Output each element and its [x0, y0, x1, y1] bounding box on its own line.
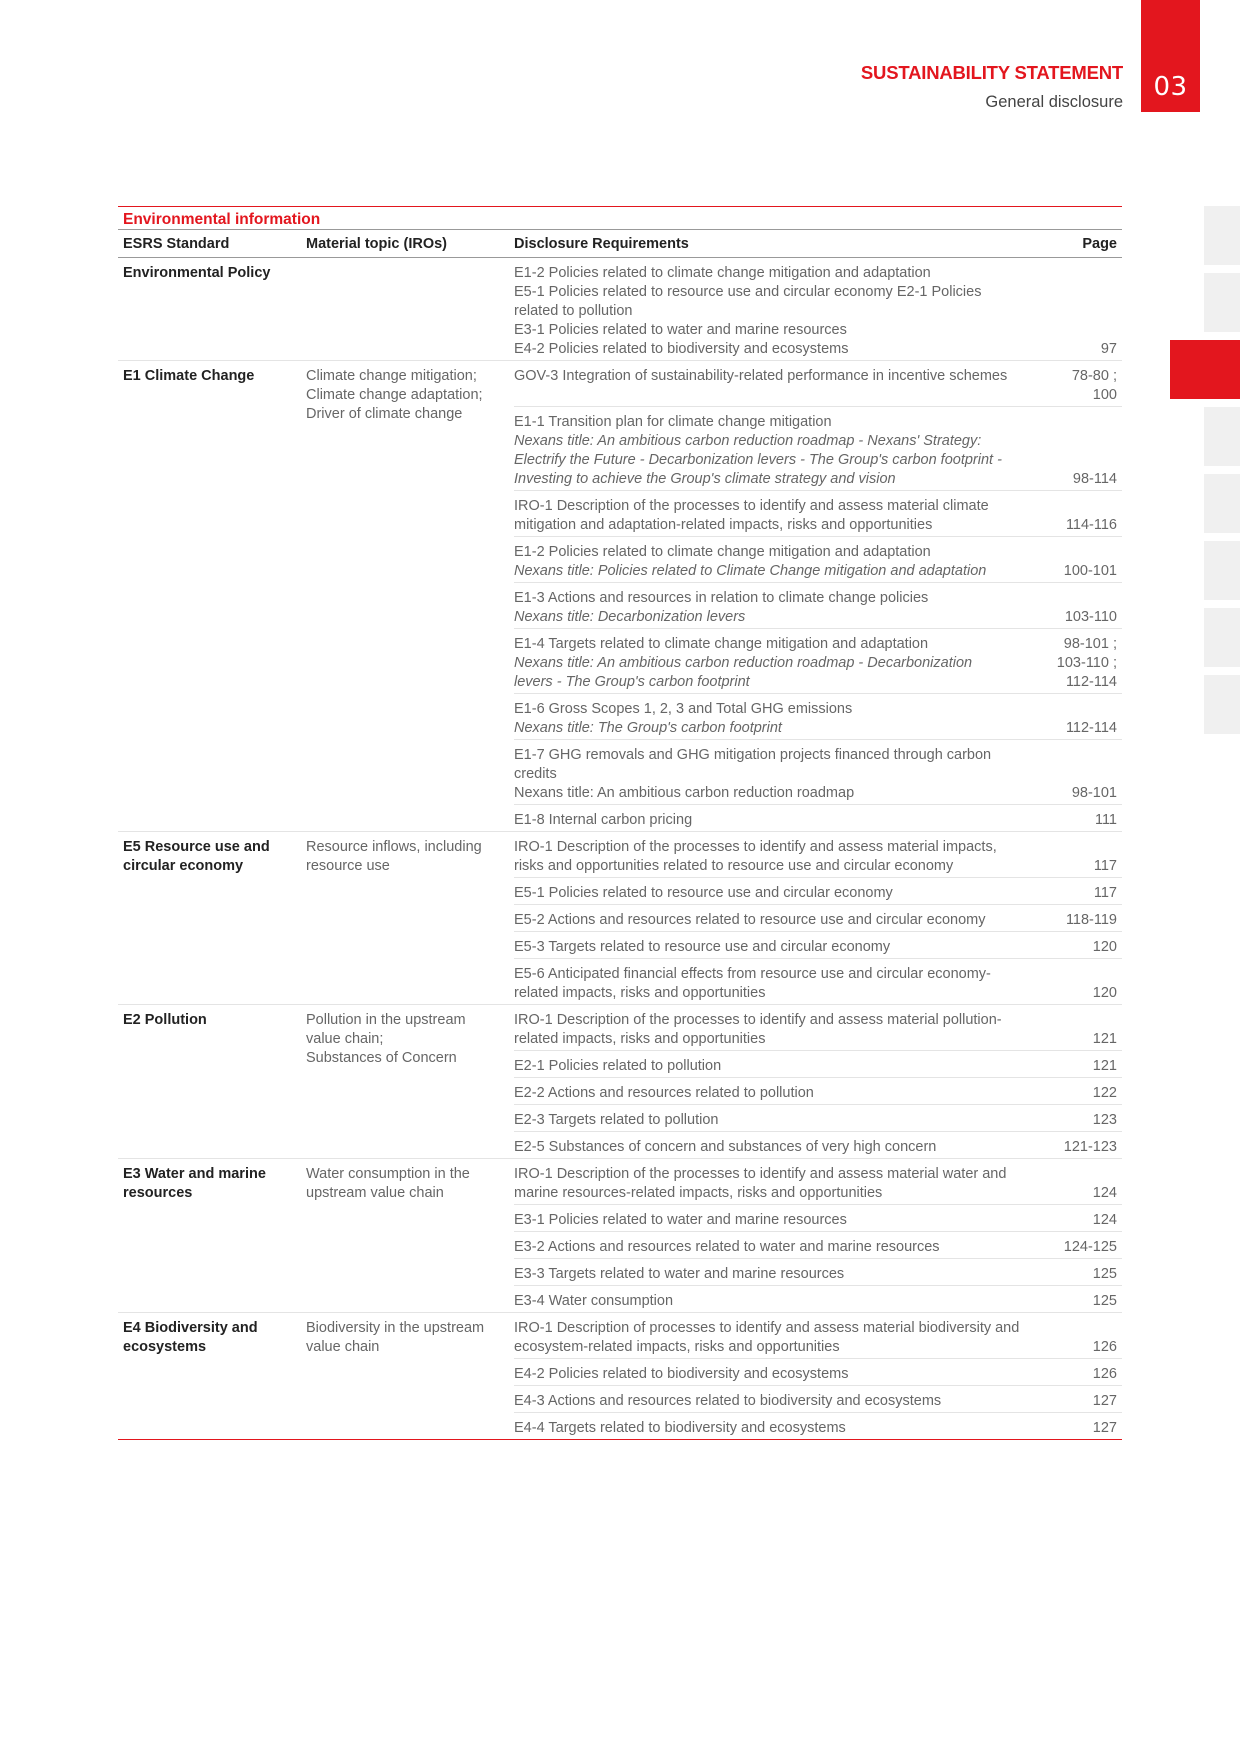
- page-reference-cell: [1054, 1165, 1122, 1203]
- page-reference: 127: [1092, 1420, 1117, 1436]
- disclosure-requirements-list: [514, 832, 1122, 1004]
- disclosure-requirement-text: [514, 413, 1054, 489]
- chapter-nav-tab-active[interactable]: [1170, 340, 1240, 399]
- page-reference-cell: [1054, 1084, 1122, 1103]
- requirement-line: E5-3 Targets related to resource use and circular economy: [514, 939, 891, 955]
- requirement-line: related impacts, risks and opportunities: [514, 985, 766, 1001]
- table-group: [118, 1159, 1122, 1313]
- requirement-line: related to pollution: [514, 303, 633, 319]
- page-reference: 103-110 ;: [1056, 655, 1117, 671]
- table-group: [118, 1005, 1122, 1159]
- material-topic-cell: [306, 361, 514, 831]
- requirement-line: E3-1 Policies related to water and marine resources: [514, 322, 847, 338]
- material-topic-cell: [306, 832, 514, 1004]
- requirement-line: IRO-1 Description of the processes to identify and assess material pollution-: [514, 1012, 1002, 1028]
- page-reference-cell: [1054, 1211, 1122, 1230]
- page-reference-cell: [1054, 700, 1122, 738]
- requirement-line: E1-2 Policies related to climate change mitigation and adaptation: [514, 544, 931, 560]
- table-row: [514, 361, 1122, 407]
- material-topic-line: Resource inflows, including: [306, 839, 482, 855]
- disclosure-requirement-text: [514, 1238, 1054, 1257]
- table-row: [514, 878, 1122, 905]
- column-header-topic: Material topic (IROs): [306, 235, 447, 252]
- disclosure-requirement-text: [514, 911, 1054, 930]
- page-reference-cell: [1054, 1265, 1122, 1284]
- page-reference: 124: [1092, 1212, 1117, 1228]
- requirement-line: credits: [514, 766, 557, 782]
- requirement-line: IRO-1 Description of processes to identify and assess material biodiversity and: [514, 1320, 1020, 1336]
- disclosure-requirement-text: [514, 543, 1054, 581]
- table-row: [514, 1286, 1122, 1312]
- disclosure-requirement-text: [514, 1292, 1054, 1311]
- table-row: [514, 1205, 1122, 1232]
- page-reference-cell: [1054, 543, 1122, 581]
- esrs-standard-cell: E4 Biodiversity and ecosystems: [123, 1320, 258, 1355]
- page-reference-cell: [1054, 367, 1122, 405]
- page-reference: 124: [1092, 1185, 1117, 1201]
- page-reference-cell: [1054, 911, 1122, 930]
- requirement-line: risks and opportunities related to resource use and circular economy: [514, 858, 954, 874]
- disclosure-requirement-text: [514, 884, 1054, 903]
- page-reference-cell: [1054, 497, 1122, 535]
- requirement-line: E5-6 Anticipated financial effects from resource use and circular economy-: [514, 966, 991, 982]
- disclosure-requirements-list: [514, 1159, 1122, 1312]
- disclosure-requirement-text: [514, 589, 1054, 627]
- page-reference: 125: [1092, 1266, 1117, 1282]
- table-row: [514, 1078, 1122, 1105]
- table-row: [514, 694, 1122, 740]
- requirement-line: E4-2 Policies related to biodiversity and ecosystems: [514, 1366, 849, 1382]
- table-row: [514, 1051, 1122, 1078]
- table-row: [514, 1159, 1122, 1205]
- page-reference: 123: [1092, 1112, 1117, 1128]
- disclosure-requirements-list: [514, 1005, 1122, 1158]
- disclosure-requirement-text: [514, 746, 1054, 803]
- page-reference: 125: [1092, 1293, 1117, 1309]
- page-reference-cell: [1054, 938, 1122, 957]
- requirement-line: related impacts, risks and opportunities: [514, 1031, 766, 1047]
- requirement-line: marine resources-related impacts, risks and opportunities: [514, 1185, 883, 1201]
- page-reference-cell: [1054, 965, 1122, 1003]
- requirement-line: E5-1 Policies related to resource use and circular economy E2-1 Policies: [514, 284, 982, 300]
- column-header-page: Page: [1082, 235, 1117, 252]
- chapter-side-nav: [1204, 206, 1240, 742]
- disclosure-requirements-list: [514, 1313, 1122, 1439]
- disclosure-requirement-text: [514, 965, 1054, 1003]
- disclosure-requirement-text: [514, 1319, 1054, 1357]
- page-reference-cell: [1054, 1057, 1122, 1076]
- section-subtitle: General disclosure: [985, 93, 1123, 111]
- table-row: [514, 1005, 1122, 1051]
- requirement-line: Electrify the Future - Decarbonization levers - The Group's carbon footprint -: [514, 452, 1002, 468]
- table-row: [514, 1105, 1122, 1132]
- page-reference: 121: [1092, 1058, 1117, 1074]
- page-reference: 120: [1092, 939, 1117, 955]
- requirement-line: E5-2 Actions and resources related to resource use and circular economy: [514, 912, 986, 928]
- page-reference: 111: [1094, 812, 1117, 828]
- page-reference: 78-80 ;: [1071, 368, 1117, 384]
- disclosure-requirement-text: [514, 1011, 1054, 1049]
- requirement-line: E1-8 Internal carbon pricing: [514, 812, 693, 828]
- table-row: [514, 1386, 1122, 1413]
- page-reference-cell: [1054, 746, 1122, 803]
- table-row: [514, 1413, 1122, 1439]
- page-reference-cell: [1054, 1238, 1122, 1257]
- table-caption: Environmental information: [118, 206, 1122, 229]
- table-row: [514, 537, 1122, 583]
- esrs-standard-cell: E3 Water and marine resources: [123, 1166, 266, 1201]
- disclosure-requirements-list: [514, 361, 1122, 831]
- disclosure-requirement-text: [514, 838, 1054, 876]
- page-reference: 122: [1092, 1085, 1117, 1101]
- requirement-line: mitigation and adaptation-related impacts, risks and opportunities: [514, 517, 933, 533]
- disclosure-requirement-text: [514, 938, 1054, 957]
- page-reference: 121-123: [1063, 1139, 1117, 1155]
- page-reference: 124-125: [1063, 1239, 1117, 1255]
- disclosure-requirement-text: [514, 1392, 1054, 1411]
- page-reference: 100: [1092, 387, 1117, 403]
- page-reference: 118-119: [1065, 912, 1117, 928]
- material-topic-cell: [306, 1313, 514, 1439]
- material-topic-cell: [306, 258, 514, 360]
- section-title: SUSTAINABILITY STATEMENT: [860, 62, 1123, 83]
- page-reference: 103-110: [1064, 609, 1117, 625]
- chapter-nav-tab[interactable]: [1204, 675, 1240, 734]
- material-topic-line: Water consumption in the: [306, 1166, 470, 1182]
- requirement-line: E3-2 Actions and resources related to water and marine resources: [514, 1239, 940, 1255]
- table-row: [514, 1313, 1122, 1359]
- esrs-standard-cell: E2 Pollution: [123, 1012, 207, 1028]
- chapter-nav-tab[interactable]: [1204, 206, 1240, 265]
- table-row: [514, 583, 1122, 629]
- table-group: [118, 1313, 1122, 1440]
- table-row: [514, 491, 1122, 537]
- requirement-line: E4-4 Targets related to biodiversity and ecosystems: [514, 1420, 846, 1436]
- material-topic-line: Driver of climate change: [306, 406, 463, 422]
- table-row: [514, 805, 1122, 831]
- esrs-standard-cell: E5 Resource use and circular economy: [123, 839, 270, 874]
- page-reference: 98-101 ;: [1063, 636, 1117, 652]
- chapter-nav-tab[interactable]: [1204, 474, 1240, 533]
- requirement-line: Nexans title: An ambitious carbon reduction roadmap - Decarbonization: [514, 655, 973, 671]
- page-reference-cell: [1054, 589, 1122, 627]
- requirement-line: E2-3 Targets related to pollution: [514, 1112, 719, 1128]
- table-row: [514, 1259, 1122, 1286]
- table-row: [514, 258, 1122, 360]
- page-reference: 112-114: [1065, 674, 1117, 690]
- table-row: [514, 832, 1122, 878]
- material-topic-line: upstream value chain: [306, 1185, 444, 1201]
- requirement-line: Nexans title: An ambitious carbon reduction roadmap: [514, 785, 855, 801]
- table-row: [514, 905, 1122, 932]
- requirement-line: IRO-1 Description of the processes to identify and assess material water and: [514, 1166, 1007, 1182]
- page-reference-cell: [1054, 1011, 1122, 1049]
- page-reference: 121: [1092, 1031, 1117, 1047]
- table-row: [514, 629, 1122, 694]
- page-reference-cell: [1054, 1292, 1122, 1311]
- material-topic-cell: [306, 1005, 514, 1158]
- page-reference: 97: [1100, 341, 1117, 357]
- requirement-line: E2-5 Substances of concern and substances of very high concern: [514, 1139, 937, 1155]
- material-topic-cell: [306, 1159, 514, 1312]
- page-reference-cell: [1054, 811, 1122, 830]
- disclosure-requirement-text: [514, 1111, 1054, 1130]
- chapter-nav-tab[interactable]: [1204, 407, 1240, 466]
- requirement-line: Investing to achieve the Group's climate strategy and vision: [514, 471, 896, 487]
- requirement-line: E3-4 Water consumption: [514, 1293, 674, 1309]
- table-group: [118, 258, 1122, 361]
- requirement-line: E4-2 Policies related to biodiversity and ecosystems: [514, 341, 849, 357]
- table-row: [514, 959, 1122, 1004]
- requirement-line: E2-2 Actions and resources related to pollution: [514, 1085, 814, 1101]
- requirement-line: ecosystem-related impacts, risks and opportunities: [514, 1339, 840, 1355]
- disclosure-requirement-text: [514, 1138, 1054, 1157]
- page-header: [861, 62, 1123, 112]
- disclosure-requirement-text: [514, 1084, 1054, 1103]
- chapter-nav-tab[interactable]: [1204, 541, 1240, 600]
- table-row: [514, 1232, 1122, 1259]
- chapter-number-tab: 03: [1141, 0, 1200, 112]
- disclosure-requirement-text: [514, 1165, 1054, 1203]
- page-reference: 126: [1092, 1366, 1117, 1382]
- requirement-line: E1-6 Gross Scopes 1, 2, 3 and Total GHG emissions: [514, 701, 853, 717]
- material-topic-line: value chain;: [306, 1031, 384, 1047]
- requirement-line: E4-3 Actions and resources related to biodiversity and ecosystems: [514, 1393, 942, 1409]
- chapter-nav-tab[interactable]: [1204, 273, 1240, 332]
- page-reference-cell: [1054, 838, 1122, 876]
- chapter-nav-tab[interactable]: [1204, 608, 1240, 667]
- page-reference: 100-101: [1063, 563, 1117, 579]
- requirement-line: E3-3 Targets related to water and marine resources: [514, 1266, 845, 1282]
- material-topic-line: Climate change mitigation;: [306, 368, 477, 384]
- page-reference: 120: [1092, 985, 1117, 1001]
- disclosure-requirement-text: [514, 1211, 1054, 1230]
- material-topic-line: Substances of Concern: [306, 1050, 457, 1066]
- table-row: [514, 740, 1122, 805]
- requirement-line: E1-7 GHG removals and GHG mitigation projects financed through carbon: [514, 747, 992, 763]
- column-header-standard: ESRS Standard: [123, 235, 230, 252]
- requirement-line: E1-2 Policies related to climate change mitigation and adaptation: [514, 265, 931, 281]
- page-reference-cell: [1054, 1392, 1122, 1411]
- material-topic-line: value chain: [306, 1339, 380, 1355]
- material-topic-line: Pollution in the upstream: [306, 1012, 466, 1028]
- page-reference: 117: [1093, 885, 1117, 901]
- requirement-line: E1-1 Transition plan for climate change mitigation: [514, 414, 832, 430]
- requirement-line: Nexans title: Decarbonization levers: [514, 609, 746, 625]
- requirement-line: E1-4 Targets related to climate change mitigation and adaptation: [514, 636, 929, 652]
- disclosure-requirement-text: [514, 1265, 1054, 1284]
- table-row: [514, 932, 1122, 959]
- material-topic-line: Biodiversity in the upstream: [306, 1320, 485, 1336]
- page-reference-cell: [1054, 1319, 1122, 1357]
- esrs-standard-cell: E1 Climate Change: [123, 368, 255, 384]
- material-topic-line: resource use: [306, 858, 390, 874]
- page-reference-cell: [1054, 884, 1122, 903]
- disclosure-requirement-text: [514, 811, 1054, 830]
- page-reference-cell: [1054, 1138, 1122, 1157]
- page-reference: 112-114: [1065, 720, 1117, 736]
- requirement-line: levers - The Group's carbon footprint: [514, 674, 750, 690]
- requirement-line: E5-1 Policies related to resource use and circular economy: [514, 885, 893, 901]
- esrs-standard-cell: Environmental Policy: [123, 265, 271, 281]
- page-reference-cell: [1054, 635, 1122, 692]
- requirement-line: IRO-1 Description of the processes to identify and assess material climate: [514, 498, 989, 514]
- page-reference-cell: [1054, 413, 1122, 489]
- disclosure-requirement-text: [514, 1419, 1054, 1438]
- requirement-line: IRO-1 Description of the processes to identify and assess material impacts,: [514, 839, 997, 855]
- disclosure-requirement-text: [514, 367, 1054, 405]
- requirement-line: Nexans title: An ambitious carbon reduction roadmap - Nexans' Strategy:: [514, 433, 982, 449]
- material-topic-line: Climate change adaptation;: [306, 387, 483, 403]
- table-body: [118, 258, 1122, 1440]
- requirement-line: Nexans title: The Group's carbon footprint: [514, 720, 782, 736]
- page-reference-cell: [1054, 1365, 1122, 1384]
- page-reference-cell: [1054, 264, 1122, 359]
- requirement-line: Nexans title: Policies related to Climate Change mitigation and adaptation: [514, 563, 987, 579]
- page-reference: 98-101: [1071, 785, 1117, 801]
- page-reference-cell: [1054, 1111, 1122, 1130]
- table-row: [514, 407, 1122, 491]
- requirement-line: E3-1 Policies related to water and marine resources: [514, 1212, 847, 1228]
- environmental-information-table: [118, 206, 1122, 1440]
- page-reference: 114-116: [1065, 517, 1117, 533]
- table-row: [514, 1359, 1122, 1386]
- disclosure-requirement-text: [514, 635, 1054, 692]
- disclosure-requirement-text: [514, 1057, 1054, 1076]
- column-header-requirements: Disclosure Requirements: [514, 235, 689, 252]
- table-header-row: [118, 229, 1122, 258]
- disclosure-requirement-text: [514, 1365, 1054, 1384]
- table-group: [118, 832, 1122, 1005]
- page-reference: 98-114: [1072, 471, 1117, 487]
- page-reference: 117: [1093, 858, 1117, 874]
- disclosure-requirement-text: [514, 497, 1054, 535]
- table-row: [514, 1132, 1122, 1158]
- disclosure-requirement-text: [514, 700, 1054, 738]
- requirement-line: GOV-3 Integration of sustainability-related performance in incentive schemes: [514, 368, 1008, 384]
- disclosure-requirements-list: [514, 258, 1122, 360]
- table-group: [118, 361, 1122, 832]
- requirement-line: E2-1 Policies related to pollution: [514, 1058, 722, 1074]
- page-reference: 127: [1092, 1393, 1117, 1409]
- disclosure-requirement-text: [514, 264, 1054, 359]
- requirement-line: E1-3 Actions and resources in relation to climate change policies: [514, 590, 929, 606]
- page-reference: 126: [1092, 1339, 1117, 1355]
- page-reference-cell: [1054, 1419, 1122, 1438]
